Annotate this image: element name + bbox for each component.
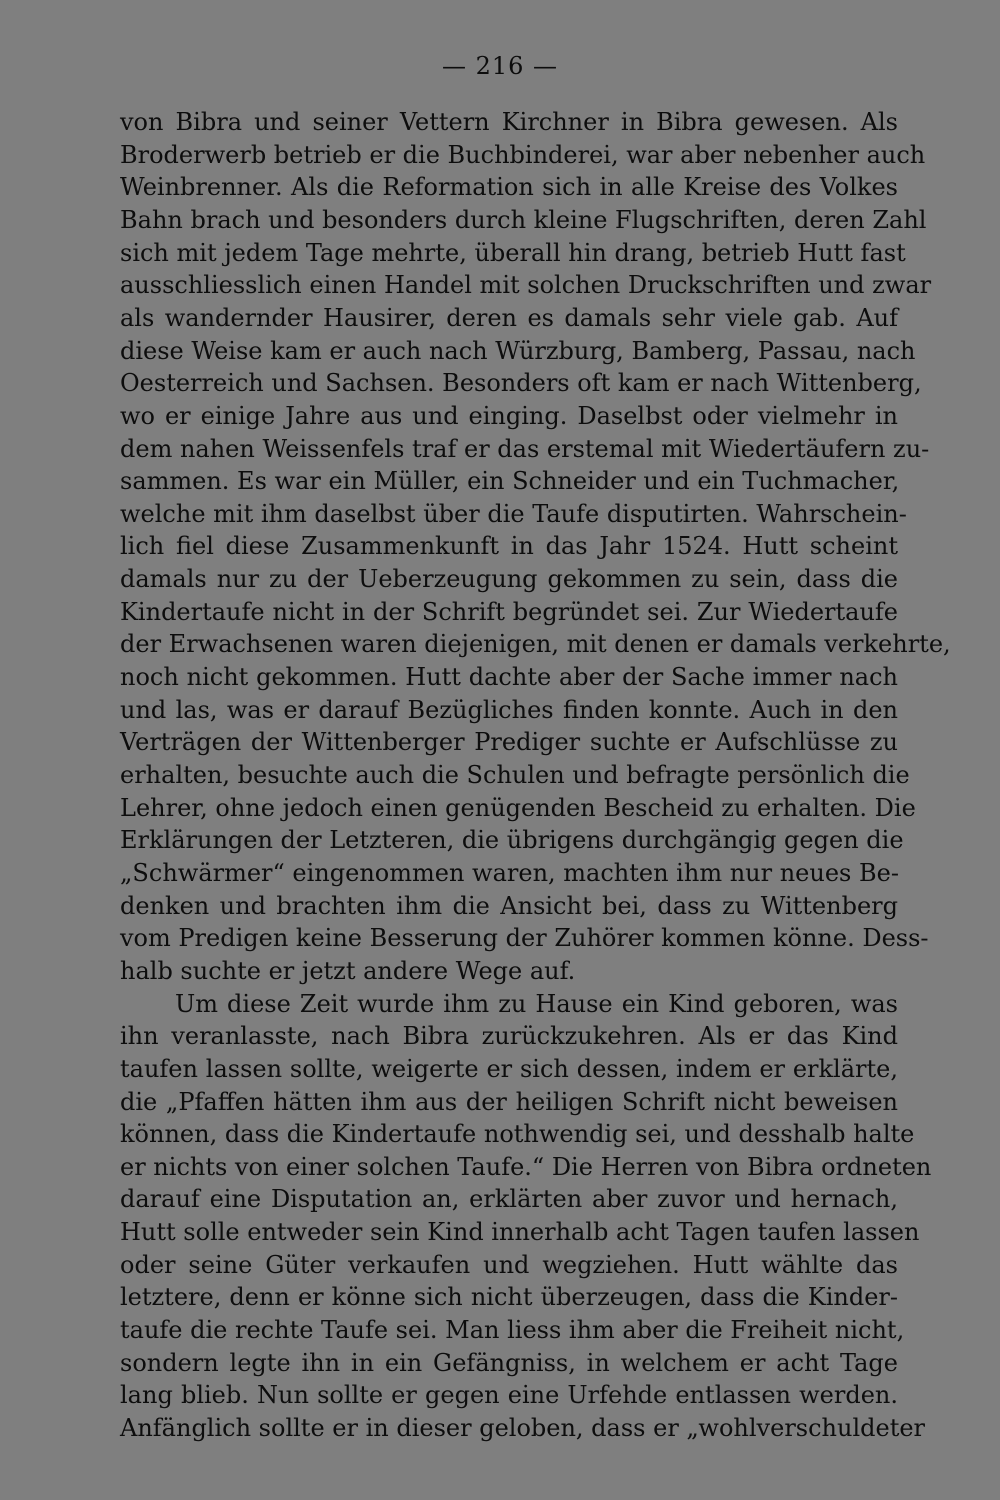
text-line: dem nahen Weissenfels traf er das erstemal mit Wiedertäufern zu-	[120, 434, 930, 463]
text-line: ihn veranlasste, nach Bibra zurückzukehren. Als er das Kind	[120, 1022, 898, 1051]
text-line: von Bibra und seiner Vettern Kirchner in Bibra gewesen. Als	[120, 108, 898, 136]
text-line: darauf eine Disputation an, erklärten aber zuvor und hernach,	[120, 1185, 898, 1214]
text-line: sondern legte ihn in ein Gefängniss, in welchem er acht Tage	[120, 1348, 898, 1377]
text-line: lich fiel diese Zusammenkunft in das Jahr 1524. Hutt scheint	[120, 532, 898, 561]
text-line: taufen lassen sollte, weigerte er sich dessen, indem er erklärte,	[120, 1054, 898, 1083]
text-line: erhalten, besuchte auch die Schulen und befragte persönlich die	[120, 761, 910, 789]
page-number-header: — 216 —	[441, 52, 559, 80]
text-line: diese Weise kam er auch nach Würzburg, Bamberg, Passau, nach	[120, 336, 916, 365]
text-line: halb suchte er jetzt andere Wege auf.	[120, 956, 576, 985]
text-line: ausschliesslich einen Handel mit solchen Druckschriften und zwar	[120, 271, 932, 300]
text-line: als wandernder Hausirer, deren es damals sehr viele gab. Auf	[120, 303, 898, 332]
text-line: letztere, denn er könne sich nicht überzeugen, dass die Kinder-	[120, 1283, 898, 1312]
text-line: der Erwachsenen waren diejenigen, mit denen er damals verkehrte,	[120, 630, 951, 659]
text-line: Um diese Zeit wurde ihm zu Hause ein Kind geboren, was	[175, 989, 898, 1018]
text-line: Lehrer, ohne jedoch einen genügenden Bescheid zu erhalten. Die	[120, 793, 916, 822]
text-line: lang blieb. Nun sollte er gegen eine Urfehde entlassen werden.	[120, 1381, 898, 1410]
text-line: Weinbrenner. Als die Reformation sich in alle Kreise des Volkes	[120, 173, 898, 202]
text-line: welche mit ihm daselbst über die Taufe disputirten. Wahrschein-	[120, 499, 907, 528]
text-line: Oesterreich und Sachsen. Besonders oft kam er nach Wittenberg,	[120, 369, 922, 398]
text-line: vom Predigen keine Besserung der Zuhörer kommen könne. Dess-	[120, 924, 929, 953]
text-line: können, dass die Kindertaufe nothwendig sei, und desshalb halte	[120, 1120, 915, 1149]
text-line: wo er einige Jahre aus und einging. Daselbst oder vielmehr in	[120, 401, 898, 430]
text-line: und las, was er darauf Bezügliches finden konnte. Auch in den	[120, 695, 898, 724]
text-line: „Schwärmer“ eingenommen waren, machten ihm nur neues Be-	[120, 858, 899, 887]
text-line: Anfänglich sollte er in dieser geloben, dass er „wohlverschuldeter	[120, 1414, 926, 1442]
text-line: oder seine Güter verkaufen und wegziehen. Hutt wählte das	[120, 1250, 898, 1279]
text-line: Bahn brach und besonders durch kleine Flugschriften, deren Zahl	[120, 205, 927, 234]
text-line: Erklärungen der Letzteren, die übrigens durchgängig gegen die	[120, 826, 904, 855]
text-line: denken und brachten ihm die Ansicht bei, dass zu Wittenberg	[120, 891, 898, 920]
text-line: Hutt solle entweder sein Kind innerhalb acht Tagen taufen lassen	[120, 1218, 920, 1247]
text-line: die „Pfaffen hätten ihm aus der heiligen Schrift nicht beweisen	[120, 1087, 898, 1116]
text-line: Verträgen der Wittenberger Prediger suchte er Aufschlüsse zu	[120, 728, 898, 757]
text-line: sich mit jedem Tage mehrte, überall hin drang, betrieb Hutt fast	[120, 238, 906, 267]
text-line: sammen. Es war ein Müller, ein Schneider und ein Tuchmacher,	[120, 467, 900, 496]
text-line: Broderwerb betrieb er die Buchbinderei, war aber nebenher auch	[120, 140, 926, 169]
text-line: Kindertaufe nicht in der Schrift begründet sei. Zur Wiedertaufe	[120, 597, 898, 626]
text-line: taufe die rechte Taufe sei. Man liess ihm aber die Freiheit nicht,	[120, 1316, 905, 1345]
text-line: noch nicht gekommen. Hutt dachte aber der Sache immer nach	[120, 663, 898, 692]
text-line: damals nur zu der Ueberzeugung gekommen zu sein, dass die	[120, 565, 898, 594]
text-line: er nichts von einer solchen Taufe.“ Die Herren von Bibra ordneten	[120, 1152, 932, 1181]
